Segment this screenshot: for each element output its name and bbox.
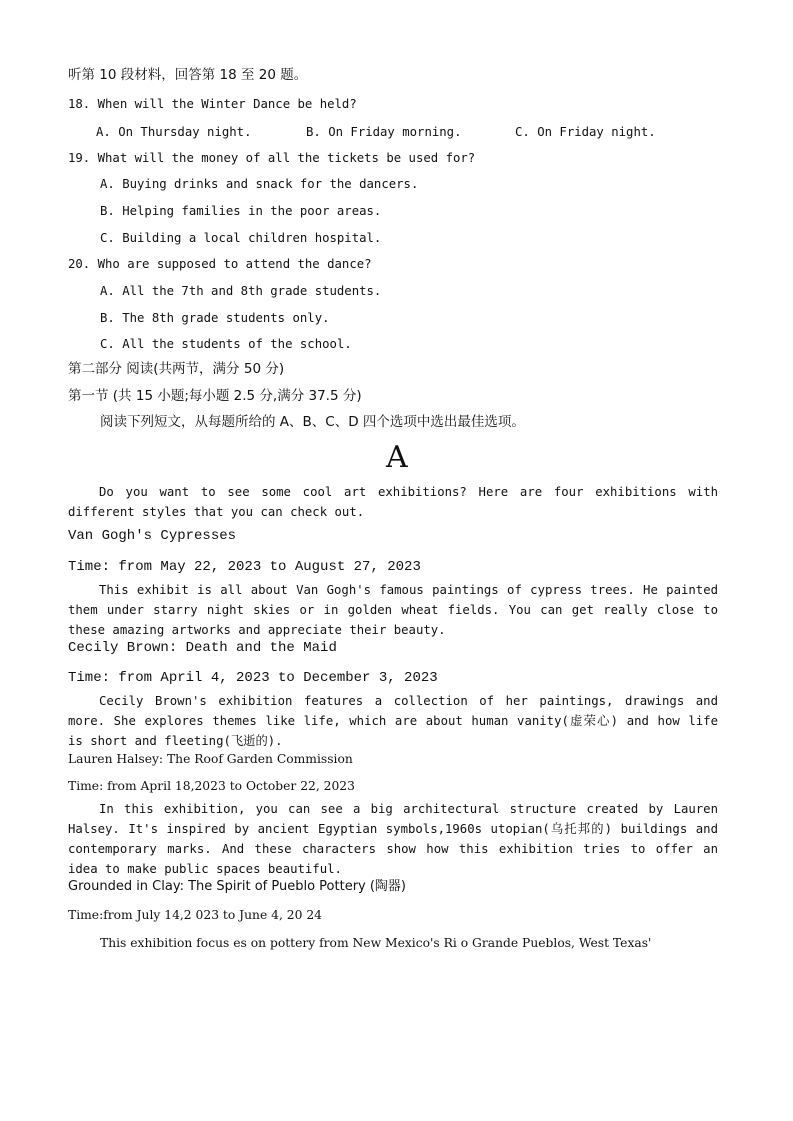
exhibition-2-description-text: Cecily Brown's exhibition features a collection of her paintings, drawings and more. She explores themes like life, which are about human vanity(虚荣心) and how life is short and fleeting(飞逝的). <box>68 694 718 748</box>
question-19-stem: 19. What will the money of all the tickets be used for? <box>68 151 476 165</box>
reading-instruction: 阅读下列短文，从每题所给的 A、B、C、D 四个选项中选出最佳选项。 <box>100 414 525 430</box>
exhibition-4-description: This exhibition focus es on pottery from New Mexico's Ri o Grande Pueblos, West Texas' <box>100 936 652 950</box>
question-19-option-c: C. Building a local children hospital. <box>100 231 382 245</box>
question-19-option-a: A. Buying drinks and snack for the dancers. <box>100 177 419 191</box>
exhibition-3-title: Lauren Halsey: The Roof Garden Commission <box>68 752 353 766</box>
exhibition-1-description-text: This exhibit is all about Van Gogh's famous paintings of cypress trees. He painted them under starry night skies or in golden wheat fields. You can get really close to these amazing artworks and appreciate their beauty. <box>68 583 718 637</box>
listening-intro: 听第 10 段材料，回答第 18 至 20 题。 <box>68 67 308 83</box>
question-20-option-a: A. All the 7th and 8th grade students. <box>100 284 382 298</box>
passage-letter: A <box>386 440 408 475</box>
part-two-heading: 第二部分 阅读(共两节，满分 50 分) <box>68 361 285 377</box>
exhibition-1-description <box>68 580 718 640</box>
question-18-option-a: A. On Thursday night. <box>96 125 252 139</box>
question-20-option-c: C. All the students of the school. <box>100 337 352 351</box>
exhibition-4-title: Grounded in Clay: The Spirit of Pueblo Pottery (陶器) <box>68 879 407 894</box>
exhibition-2-time: Time: from April 4, 2023 to December 3, 2023 <box>68 670 438 686</box>
question-20-stem: 20. Who are supposed to attend the dance? <box>68 257 372 271</box>
exhibition-3-description-text: In this exhibition, you can see a big architectural structure created by Lauren Halsey. It's inspired by ancient Egyptian symbols,1960s utopian(乌托邦的) buildings and contemporary marks. And these characters show how this exhibition tries to offer an idea to make public spaces beautiful. <box>68 802 718 876</box>
section-one-heading: 第一节 (共 15 小题;每小题 2.5 分,满分 37.5 分) <box>68 388 362 404</box>
question-18-stem: 18. When will the Winter Dance be held? <box>68 97 357 111</box>
exhibition-4-time: Time:from July 14,2 023 to June 4, 20 24 <box>68 908 322 922</box>
exhibition-2-title: Cecily Brown: Death and the Maid <box>68 640 337 656</box>
question-19-option-b: B. Helping families in the poor areas. <box>100 204 382 218</box>
exhibition-1-time: Time: from May 22, 2023 to August 27, 2023 <box>68 559 421 575</box>
question-20-option-b: B. The 8th grade students only. <box>100 311 330 325</box>
question-18-option-b: B. On Friday morning. <box>306 125 462 139</box>
exhibition-2-description <box>68 691 718 751</box>
passage-intro <box>68 482 718 522</box>
question-18-option-c: C. On Friday night. <box>515 125 656 139</box>
exhibition-3-time: Time: from April 18,2023 to October 22, 2023 <box>68 779 355 793</box>
passage-intro-text: Do you want to see some cool art exhibitions? Here are four exhibitions with different styles that you can check out. <box>68 485 718 519</box>
exhibition-3-description <box>68 799 718 879</box>
exhibition-1-title: Van Gogh's Cypresses <box>68 528 237 544</box>
